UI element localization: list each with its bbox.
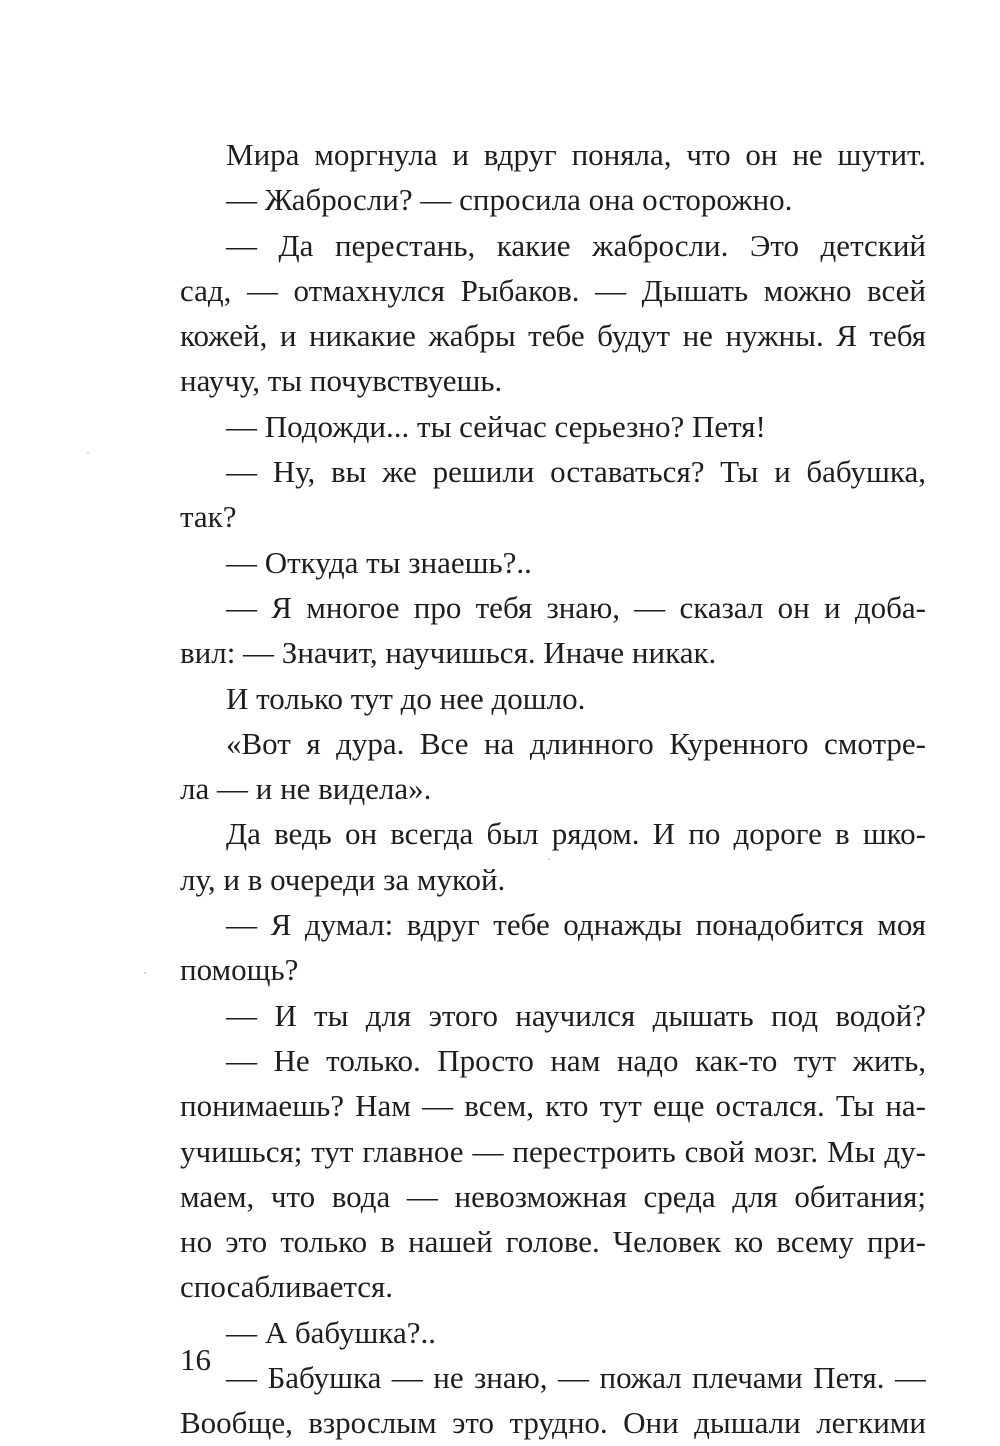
- text-line: лу, и в очереди за мукой.: [180, 861, 506, 897]
- text-line: сад, — отмахнулся Рыбаков. — Дышать можно всей: [180, 272, 926, 308]
- text-line: понимаешь? Нам — всем, кто тут еще остался. Ты на-: [180, 1088, 926, 1124]
- text-line: спосабливается.: [180, 1269, 394, 1305]
- text-line: — Не только. Просто нам надо как-то тут жить,: [226, 1042, 926, 1078]
- text-line: научу, ты почувствуешь.: [180, 363, 503, 399]
- text-line: Мира моргнула и вдруг поняла, что он не шутит.: [226, 137, 926, 172]
- text-line: — Жабросли? — спросила она осторожно.: [226, 182, 793, 218]
- text-line: маем, что вода — невозможная среда для обитания;: [180, 1178, 926, 1214]
- text-line: И только тут до нее дошло.: [226, 680, 586, 716]
- text-line: «Вот я дура. Все на длинного Куренного смотре-: [226, 725, 926, 761]
- text-line: Вообще, взрослым это трудно. Они дышали легкими: [180, 1405, 926, 1441]
- text-line: — Подожди... ты сейчас серьезно? Петя!: [226, 408, 766, 444]
- text-line: ла — и не видела».: [180, 771, 432, 807]
- paper-speck: [548, 858, 550, 860]
- paper-speck: [144, 972, 146, 974]
- text-line: кожей, и никакие жабры тебе будут не нужны. Я тебя: [180, 318, 926, 354]
- text-line: — Да перестань, какие жабросли. Это детский: [226, 227, 926, 263]
- text-line: — Я многое про тебя знаю, — сказал он и доба-: [226, 589, 926, 625]
- text-line: — Ну, вы же решили оставаться? Ты и бабушка,: [226, 454, 926, 490]
- text-line: Да ведь он всегда был рядом. И по дороге в шко-: [226, 816, 926, 852]
- text-line: так?: [180, 499, 237, 535]
- text-line: — Бабушка — не знаю, — пожал плечами Петя. —: [226, 1360, 926, 1396]
- text-line: — Откуда ты знаешь?..: [226, 544, 532, 580]
- page-number: 16: [180, 1342, 211, 1377]
- text-line: но это только в нашей голове. Человек ко всему при-: [180, 1224, 926, 1260]
- text-line: помощь?: [180, 952, 299, 988]
- body-text: [180, 132, 926, 1446]
- text-line: — Я думал: вдруг тебе однажды понадобится моя: [226, 907, 926, 943]
- text-line: — И ты для этого научился дышать под водой?: [226, 997, 926, 1033]
- text-line: учишься; тут главное — перестроить свой мозг. Мы ду-: [180, 1133, 926, 1169]
- text-line: — А бабушка?..: [226, 1314, 436, 1350]
- text-line: вил: — Значит, научишься. Иначе никак.: [180, 635, 717, 671]
- paper-speck: [87, 452, 89, 454]
